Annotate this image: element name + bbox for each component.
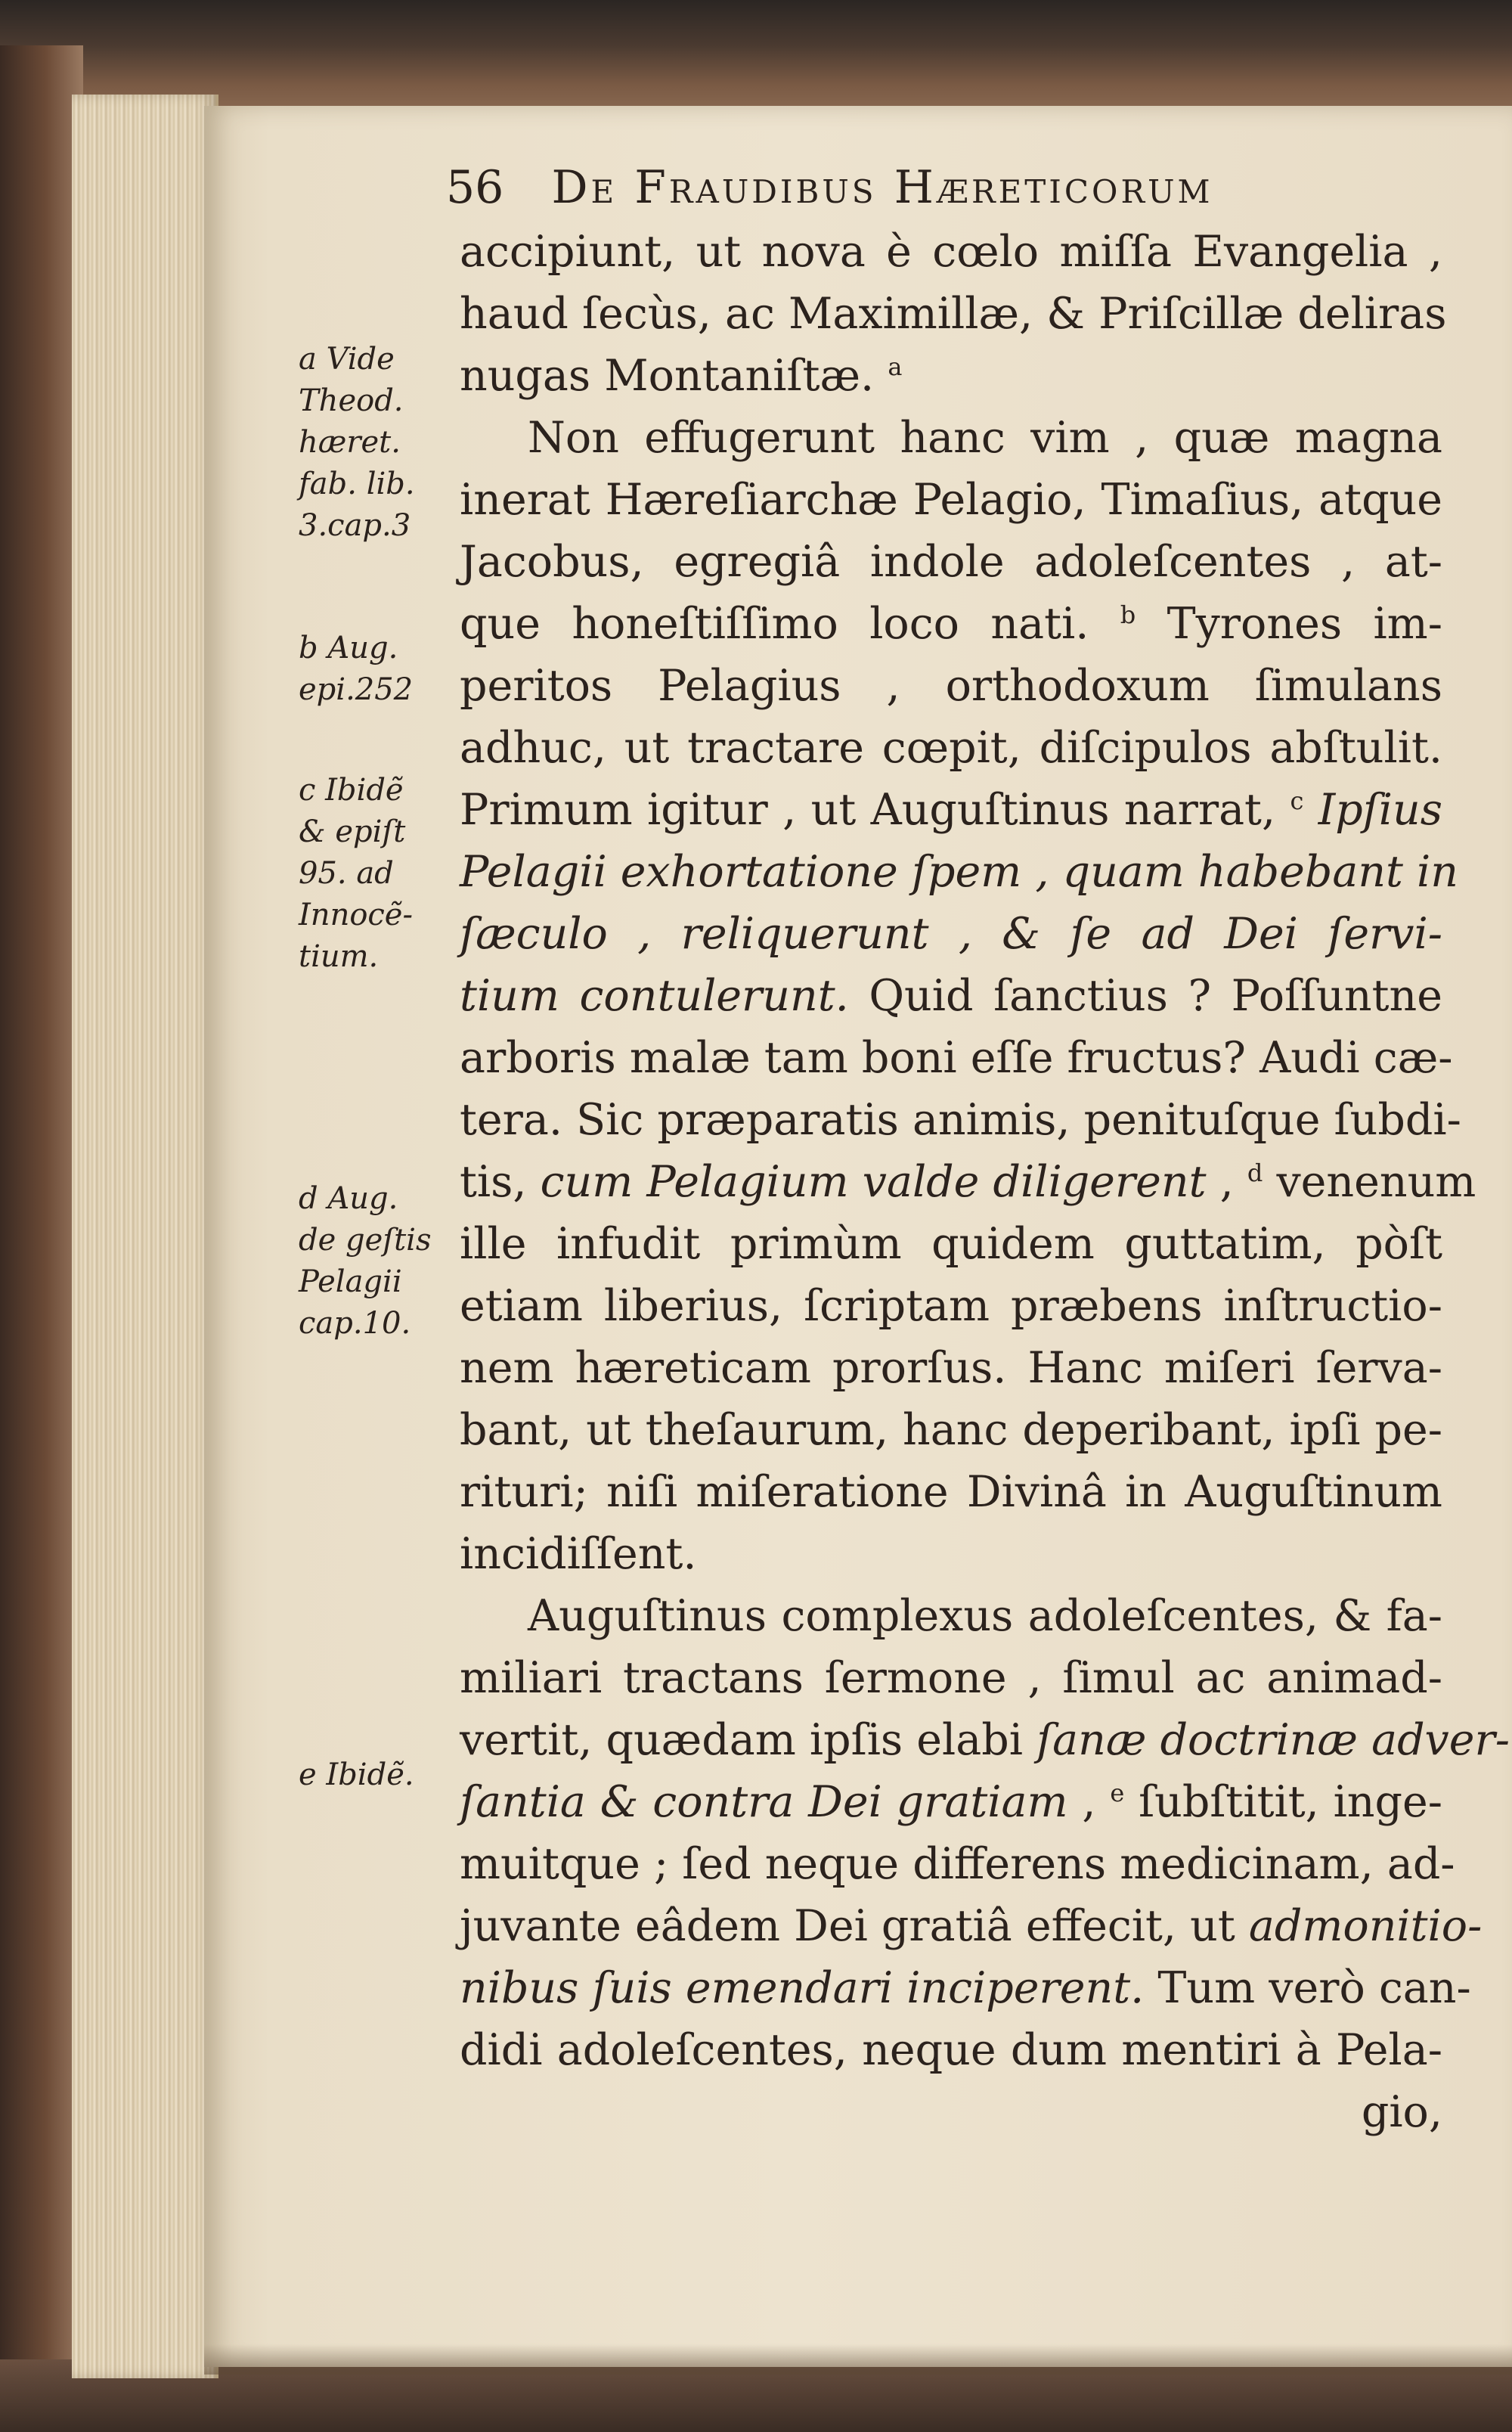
- page-number: 56: [446, 161, 504, 214]
- text-line: tera. Sic præparatis animis, penituſque ſubdi-: [460, 1095, 1461, 1145]
- body-text: [460, 221, 1510, 2143]
- footnote-ref-d: d: [1247, 1159, 1263, 1187]
- text-line: juvante eâdem Dei gratiâ effecit, ut admonitio-: [460, 1901, 1483, 1951]
- margin-note-line: 95. ad: [299, 856, 394, 891]
- margin-note-line: a Vide: [299, 342, 395, 377]
- text-line: arboris malæ tam boni eſſe fructus? Audi cæ-: [460, 1033, 1453, 1083]
- margin-note-a: [299, 339, 457, 547]
- text-line: ſantia & contra Dei gratiam , $^e$ ſubſtitit, inge-: [460, 1777, 1442, 1827]
- book-cover-left: [0, 45, 83, 2390]
- text-line: incidiſſent.: [460, 1529, 697, 1579]
- margin-note-line: d Aug.: [299, 1181, 398, 1216]
- text-line: nugas Montaniſtæ. $^a$: [460, 351, 903, 401]
- catchword: gio,: [1361, 2087, 1442, 2137]
- page-edges: [72, 95, 218, 2378]
- text-line: inerat Hæreſiarchæ Pelagio, Timaſius, atque: [460, 475, 1442, 525]
- footnote-ref-a: a: [888, 352, 903, 381]
- text-line: Auguſtinus complexus adoleſcentes, & fa-: [528, 1591, 1442, 1641]
- margin-note-line: Theod.: [299, 383, 404, 418]
- text-line: Jacobus, egregiâ indole adoleſcentes , at-: [460, 537, 1442, 587]
- margin-note-b: [299, 628, 457, 711]
- text-line: nibus ſuis emendari inciperent. Tum verò can-: [460, 1963, 1471, 2013]
- text-line: etiam liberius, ſcriptam præbens inſtructio-: [460, 1281, 1442, 1331]
- margin-note-line: 3.cap.3: [299, 508, 411, 543]
- margin-note-d: [299, 1178, 457, 1345]
- margin-note-line: e Ibidẽ.: [299, 1757, 414, 1792]
- text-line: Non effugerunt hanc vim , quæ magna: [528, 413, 1442, 463]
- margin-note-line: Innocẽ-: [299, 898, 413, 932]
- running-title: De Fraudibus Hæreticorum: [551, 161, 1213, 214]
- text-line: ille infudit primùm quidem guttatim, pòſt: [460, 1219, 1442, 1269]
- text-line: didi adoleſcentes, neque dum mentiri à Pela-: [460, 2025, 1442, 2075]
- footnote-ref-e: e: [1110, 1779, 1125, 1807]
- running-header: [446, 159, 1213, 216]
- margin-note-line: & epiſt: [299, 814, 406, 849]
- margin-note-line: tium.: [299, 939, 379, 974]
- text-line: Pelagii exhortatione ſpem , quam habebant in: [460, 847, 1458, 897]
- footnote-ref-b: b: [1120, 600, 1136, 629]
- text-line: accipiunt, ut nova è cœlo miſſa Evangelia ,: [460, 227, 1442, 277]
- text-line: Primum igitur , ut Auguſtinus narrat, $^c$ Ipſius: [460, 785, 1442, 835]
- margin-note-line: fab. lib.: [299, 467, 415, 501]
- text-line: bant, ut theſaurum, hanc deperibant, ipſi pe-: [460, 1405, 1442, 1455]
- text-line: vertit, quædam ipſis elabi ſanæ doctrinæ adver-: [460, 1715, 1510, 1765]
- margin-note-line: hæret.: [299, 425, 401, 460]
- margin-note-line: b Aug.: [299, 631, 398, 665]
- margin-note-line: epi.252: [299, 672, 414, 707]
- margin-note-e: [299, 1754, 457, 1796]
- text-line: peritos Pelagius , orthodoxum ſimulans: [460, 661, 1442, 711]
- text-line: adhuc, ut tractare cœpit, diſcipulos abſtulit.: [460, 723, 1442, 773]
- text-line: haud ſecùs, ac Maximillæ, & Priſcillæ deliras: [460, 289, 1447, 339]
- page-shadow: [204, 2344, 1512, 2375]
- book-cover-top: [0, 0, 1512, 113]
- text-line: que honeſtiſſimo loco nati. $^b$ Tyrones im-: [460, 599, 1442, 649]
- margin-note-line: cap.10.: [299, 1306, 411, 1341]
- text-line: tis, cum Pelagium valde diligerent , $^d$ venenum: [460, 1157, 1476, 1207]
- text-line: ſæculo , reliquerunt , & ſe ad Dei ſervi-: [460, 909, 1442, 959]
- text-line: nem hæreticam prorſus. Hanc miſeri ſerva-: [460, 1343, 1442, 1393]
- footnote-ref-c: c: [1290, 786, 1304, 815]
- margin-note-line: de geſtis: [299, 1223, 432, 1258]
- text-line: miliari tractans ſermone , ſimul ac animad-: [460, 1653, 1442, 1703]
- margin-note-line: Pelagii: [299, 1264, 402, 1299]
- text-line: tium contulerunt. Quid ſanctius ? Poſſuntne: [460, 971, 1442, 1021]
- text-line: muitque ; ſed neque differens medicinam, ad-: [460, 1839, 1455, 1889]
- margin-note-c: [299, 770, 457, 978]
- margin-note-line: c Ibidẽ: [299, 773, 404, 808]
- text-line: rituri; niſi miſeratione Divinâ in Auguſtinum: [460, 1467, 1442, 1517]
